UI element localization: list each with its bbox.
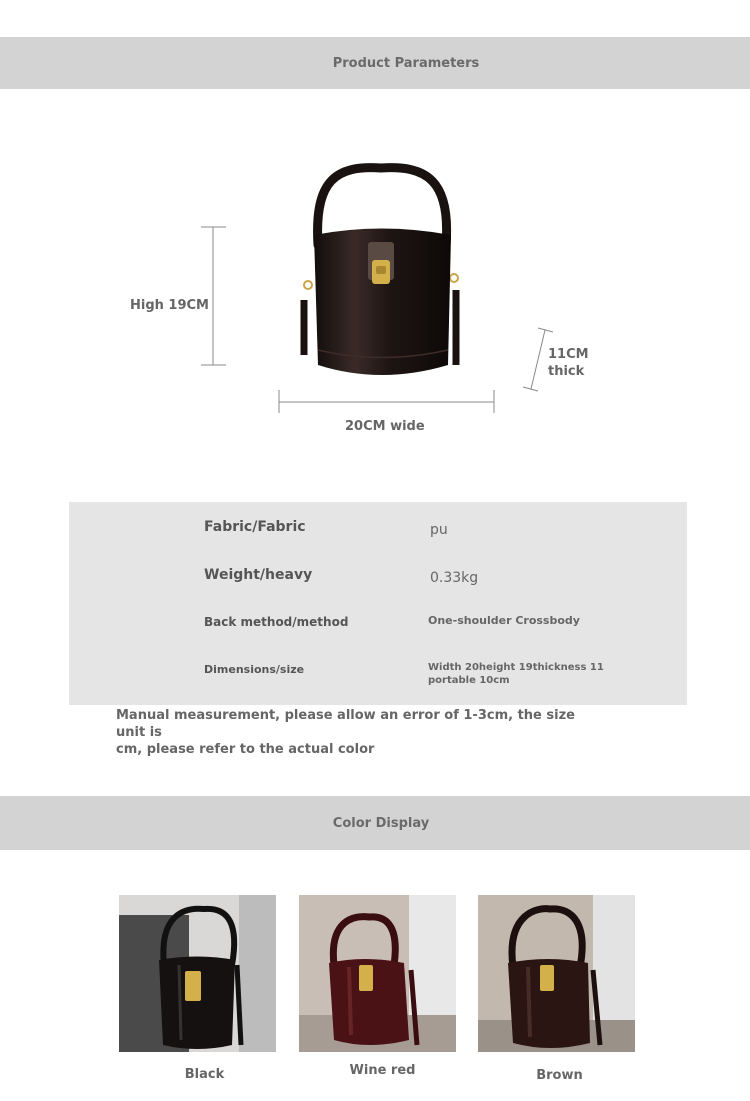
param-value: One-shoulder Crossbody	[428, 614, 580, 627]
param-key: Back method/method	[204, 615, 349, 629]
color-photo-black[interactable]	[119, 895, 276, 1052]
color-label: Brown	[536, 1068, 583, 1083]
param-key: Dimensions/size	[204, 663, 305, 676]
section-header-color-display	[0, 796, 750, 850]
parameter-table	[69, 502, 687, 705]
param-value	[428, 661, 604, 687]
measurement-note	[116, 707, 606, 758]
param-value-line: portable 10cm	[428, 675, 510, 686]
color-label: Wine red	[349, 1063, 416, 1078]
note-line: Manual measurement, please allow an error of 1-3cm, the size unit is	[116, 708, 575, 740]
param-value: pu	[430, 522, 448, 538]
thickness-label-line1: 11CM	[548, 347, 589, 362]
section-title: Color Display	[332, 815, 430, 831]
width-label: 20CM wide	[345, 419, 425, 434]
param-key: Fabric/Fabric	[204, 519, 306, 535]
section-title: Product Parameters	[332, 55, 480, 71]
color-photo-brown[interactable]	[478, 895, 635, 1052]
height-label: High 19CM	[130, 298, 209, 313]
param-value-line: Width 20height 19thickness 11	[428, 662, 604, 673]
color-photo-wine-red[interactable]	[299, 895, 456, 1052]
param-value: 0.33kg	[430, 570, 479, 586]
note-line: cm, please refer to the actual color	[116, 742, 375, 757]
color-label: Black	[184, 1067, 225, 1082]
param-key: Weight/heavy	[204, 567, 313, 583]
thickness-label-line2: thick	[548, 364, 585, 379]
bag-product-image	[296, 160, 466, 390]
